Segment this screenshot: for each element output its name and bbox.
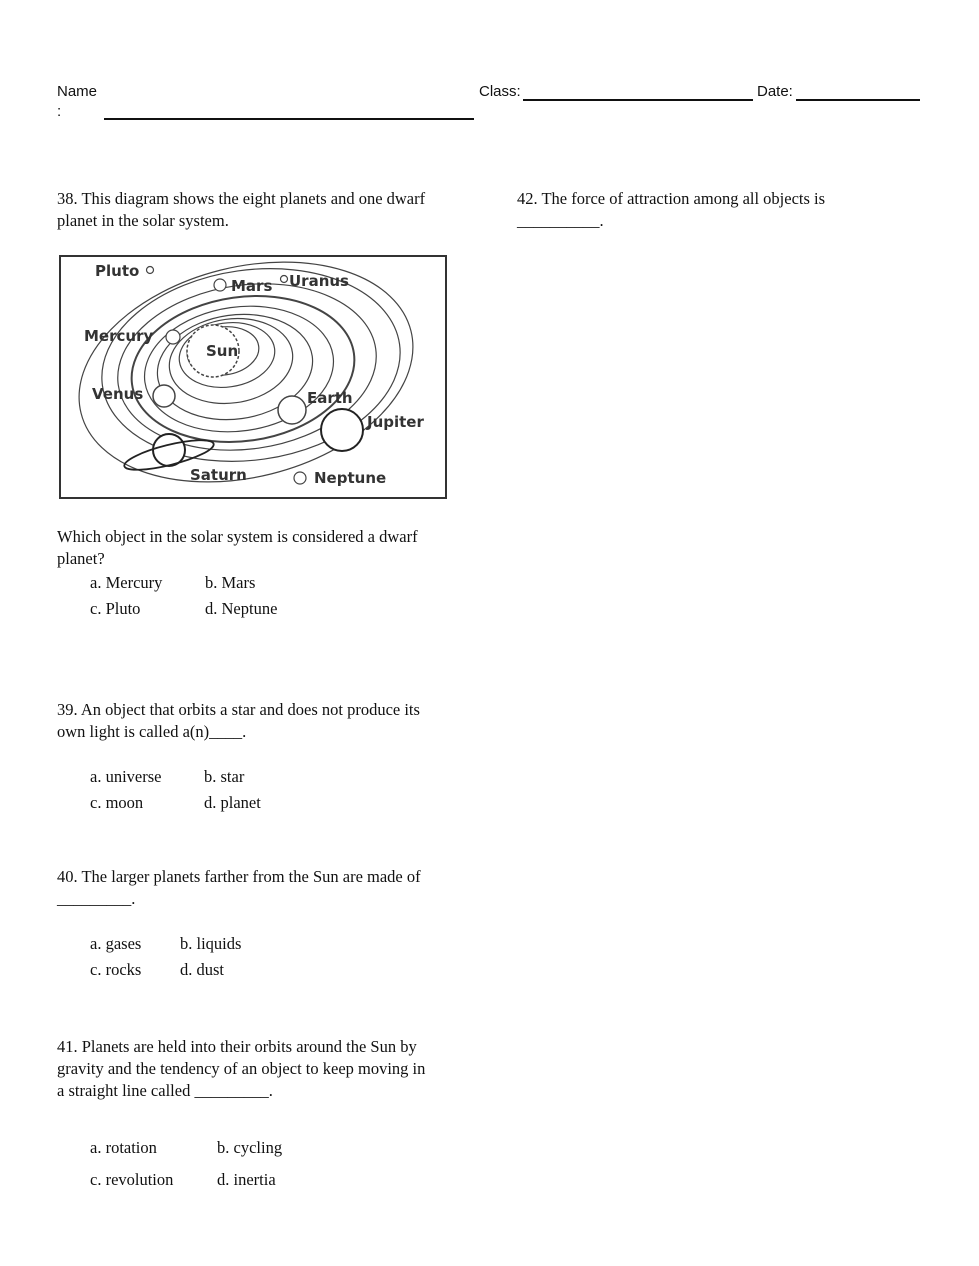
pluto-icon xyxy=(147,267,154,274)
q38-option-b[interactable]: b. Mars xyxy=(205,573,256,592)
date-field[interactable] xyxy=(796,99,920,101)
q40-option-a[interactable]: a. gases xyxy=(90,934,142,953)
mercury-icon xyxy=(166,330,180,344)
q41-option-c[interactable]: c. revolution xyxy=(90,1170,174,1189)
question-38-prompt xyxy=(57,526,477,570)
label-venus: Venus xyxy=(92,385,144,403)
earth-icon xyxy=(278,396,306,424)
q40-option-b[interactable]: b. liquids xyxy=(180,934,242,953)
question-41-text-line1: 41. Planets are held into their orbits around the Sun by xyxy=(57,1037,417,1056)
question-41 xyxy=(57,1036,477,1102)
class-label: Class: xyxy=(479,83,521,100)
question-39 xyxy=(57,699,477,743)
q40-option-d[interactable]: d. dust xyxy=(180,960,225,979)
question-42-text-line2: __________. xyxy=(517,211,604,230)
label-saturn: Saturn xyxy=(190,466,247,484)
name-field[interactable] xyxy=(104,118,474,120)
name-label: Name xyxy=(57,83,98,100)
question-40-text-line1: 40. The larger planets farther from the Sun are made of xyxy=(57,867,421,886)
name-colon: : xyxy=(57,103,62,120)
label-mercury: Mercury xyxy=(84,327,154,345)
q39-option-c[interactable]: c. moon xyxy=(90,793,144,812)
q38-option-d[interactable]: d. Neptune xyxy=(205,599,278,618)
label-jupiter: Jupiter xyxy=(367,413,424,431)
solar-system-diagram xyxy=(59,255,447,499)
question-42-text-line1: 42. The force of attraction among all objects is xyxy=(517,189,826,208)
label-sun: Sun xyxy=(206,342,239,360)
question-40-text-line2: _________. xyxy=(57,889,136,908)
question-38-text-line1: 38. This diagram shows the eight planets and one dwarf xyxy=(57,189,426,208)
label-mars: Mars xyxy=(231,277,273,295)
question-42 xyxy=(517,188,937,232)
label-neptune: Neptune xyxy=(314,469,387,487)
question-38 xyxy=(57,188,477,232)
q41-option-d[interactable]: d. inertia xyxy=(217,1170,276,1189)
question-41-text-line3: a straight line called _________. xyxy=(57,1081,273,1100)
question-40 xyxy=(57,866,477,910)
q39-option-b[interactable]: b. star xyxy=(204,767,245,786)
q40-option-c[interactable]: c. rocks xyxy=(90,960,142,979)
question-38-prompt-line1: Which object in the solar system is considered a dwarf xyxy=(57,527,418,546)
q39-option-a[interactable]: a. universe xyxy=(90,767,162,786)
venus-icon xyxy=(153,385,175,407)
question-38-prompt-line2: planet? xyxy=(57,549,105,568)
mars-icon xyxy=(214,279,226,291)
solar-system-svg xyxy=(61,257,445,497)
question-38-text-line2: planet in the solar system. xyxy=(57,211,229,230)
date-label: Date: xyxy=(757,83,793,100)
q38-option-a[interactable]: a. Mercury xyxy=(90,573,163,592)
question-39-text-line2: own light is called a(n)____. xyxy=(57,722,247,741)
label-earth: Earth xyxy=(307,389,353,407)
q41-option-b[interactable]: b. cycling xyxy=(217,1138,283,1157)
q38-option-c[interactable]: c. Pluto xyxy=(90,599,141,618)
q41-option-a[interactable]: a. rotation xyxy=(90,1138,157,1157)
question-41-text-line2: gravity and the tendency of an object to keep moving in xyxy=(57,1059,426,1078)
class-field[interactable] xyxy=(523,99,753,101)
uranus-icon xyxy=(281,276,288,283)
label-pluto: Pluto xyxy=(95,262,140,280)
label-uranus: Uranus xyxy=(289,272,349,290)
q39-option-d[interactable]: d. planet xyxy=(204,793,261,812)
jupiter-icon xyxy=(321,409,363,451)
question-39-text-line1: 39. An object that orbits a star and does not produce its xyxy=(57,700,420,719)
neptune-icon xyxy=(294,472,306,484)
